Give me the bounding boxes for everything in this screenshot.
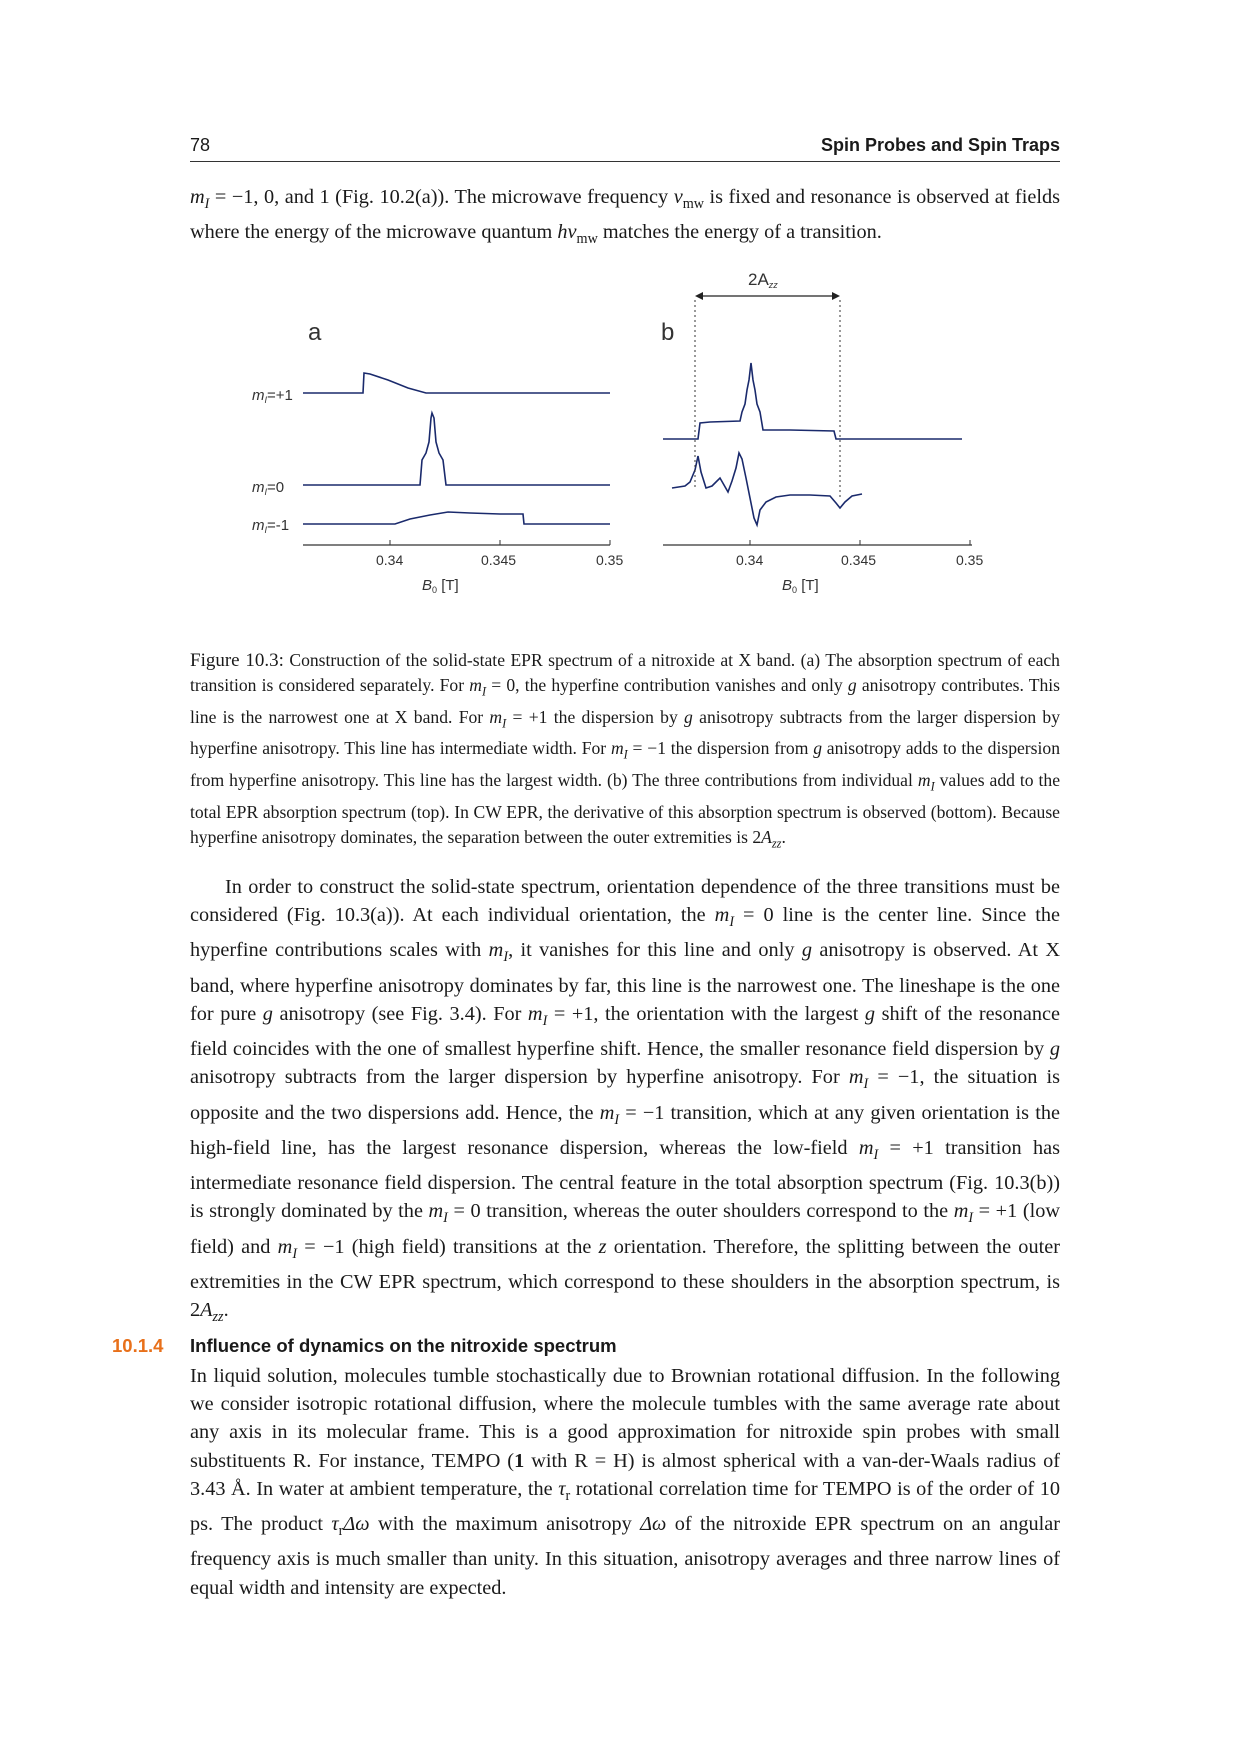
page-number: 78 [190,135,211,155]
body-paragraph-1: In order to construct the solid-state spectrum, orientation dependence of the three transitions must be considered (Fig. 10.3(a)). At each individual orientation, the $m_I = 0$ line is the center line. Since the hyperfine contributions scales with $m_I$, it vanishes for this line and only g anisotropy is observed. At X band, where hyperfine anisotropy dominates by far, this line is the narrowest one. The lineshape is the one for pure g anisotropy (see Fig. 3.4). For $m_I = +1$, the orientation with the largest g shift of the resonance field coincides with the one of smallest hyperfine shift. Hence, the smaller resonance field dispersion by g anisotropy subtracts from the larger dispersion by hyperfine anisotropy. For $m_I = -1$, the situation is opposite and the two dispersions add. Hence, the $m_I = -1$ transition, which at any given orientation is the high-field line, has the largest resonance dispersion, whereas the low-field $m_I = +1$ transition has intermediate resonance field dispersion. The central feature in the total absorption spectrum (Fig. 10.3(b)) is strongly dominated by the $m_I = 0$ transition, whereas the outer shoulders correspond to the $m_I = +1$ (low field) and $m_I = -1$ (high field) transitions at the z orientation. Therefore, the splitting between the outer extremities in the CW EPR spectrum, which correspond to these shoulders in the absorption spectrum, is $2A_{zz}$. [190,876,1061,1326]
x-axis-label-a: $B_0$ [T] [422,577,459,595]
figure-10-3 [190,270,1060,600]
figure-caption: Figure 10.3: Construction of the solid-state EPR spectrum of a nitroxide at X band. (a) The absorption spectrum of each transition is considered separately. For $m_I = 0$, the hyperfine contribution vanishes and only g anisotropy contributes. This line is the narrowest one at X band. For $m_I = +1$ the dispersion by g anisotropy subtracts from the larger dispersion by hyperfine anisotropy. This line has intermediate width. For $m_I = -1$ the dispersion from g anisotropy adds to the dispersion from hyperfine anisotropy. This line has the largest width. (b) The three contributions from individual $m_I$ values add to the total EPR absorption spectrum (top). In CW EPR, the derivative of this absorption spectrum is observed (bottom). Because hyperfine anisotropy dominates, the separation between the outer extremities is $2A_{zz}$. [190,650,1060,851]
section-title: Influence of dynamics on the nitroxide spectrum [190,1335,617,1356]
body-paragraph-2: In liquid solution, molecules tumble stochastically due to Brownian rotational diffusion. In the following we consider isotropic rotational diffusion, where the molecule tumbles with the same average rate about any axis in its molecular frame. This is a good approximation for nitroxide spin probes with small substituents R. For instance, TEMPO (1 with R = H) is almost spherical with a van-der-Waals radius of 3.43 Å. In water at ambient temperature, the $\tau_r$ rotational correlation time for TEMPO is of the order of 10 ps. The product $\tau_r\Delta\omega$ with the maximum anisotropy Δω of the nitroxide EPR spectrum on an angular frequency axis is much smaller than unity. In this situation, anisotropy averages and three narrow lines of equal width and intensity are expected. [190,1365,1061,1599]
arrow-head-right [832,292,840,300]
tick-label-b-035: 0.35 [956,552,984,568]
panel-a-label: a [308,319,322,346]
tick-label-a-034: 0.34 [376,552,404,568]
trace-mI-plus1 [303,373,610,393]
panel-b-label: b [661,319,675,346]
arrow-head-left [695,292,703,300]
section-heading [112,1335,1072,1357]
running-header [190,133,1060,162]
row-label-zero: $m_I=0$ [252,479,285,497]
x-axis-label-b: $B_0$ [T] [782,577,819,595]
tick-label-b-034: 0.34 [736,552,764,568]
tick-label-a-0345: 0.345 [481,552,517,568]
section-number: 10.1.4 [112,1335,164,1356]
chapter-title: Spin Probes and Spin Traps [820,135,1060,155]
intro-paragraph: $m_I = -1$, 0, and 1 (Fig. 10.2(a)). The microwave frequency $\nu_{mw}$ is fixed and resonance is observed at fields where the energy of the microwave quantum $h\nu_{mw}$ matches the energy of a transition. [190,186,1060,248]
tick-label-a-035: 0.35 [596,552,624,568]
trace-mI-minus1 [303,512,610,524]
arrow-label: 2Azz [748,270,778,290]
trace-derivative [672,453,862,525]
trace-mI-zero [303,413,610,485]
epr-figure [190,270,1060,600]
tick-label-b-0345: 0.345 [841,552,877,568]
row-label-minus1: $m_I=-1$ [252,517,290,535]
trace-total-absorption [663,363,962,439]
row-label-plus1: $m_I=+1$ [252,387,293,405]
